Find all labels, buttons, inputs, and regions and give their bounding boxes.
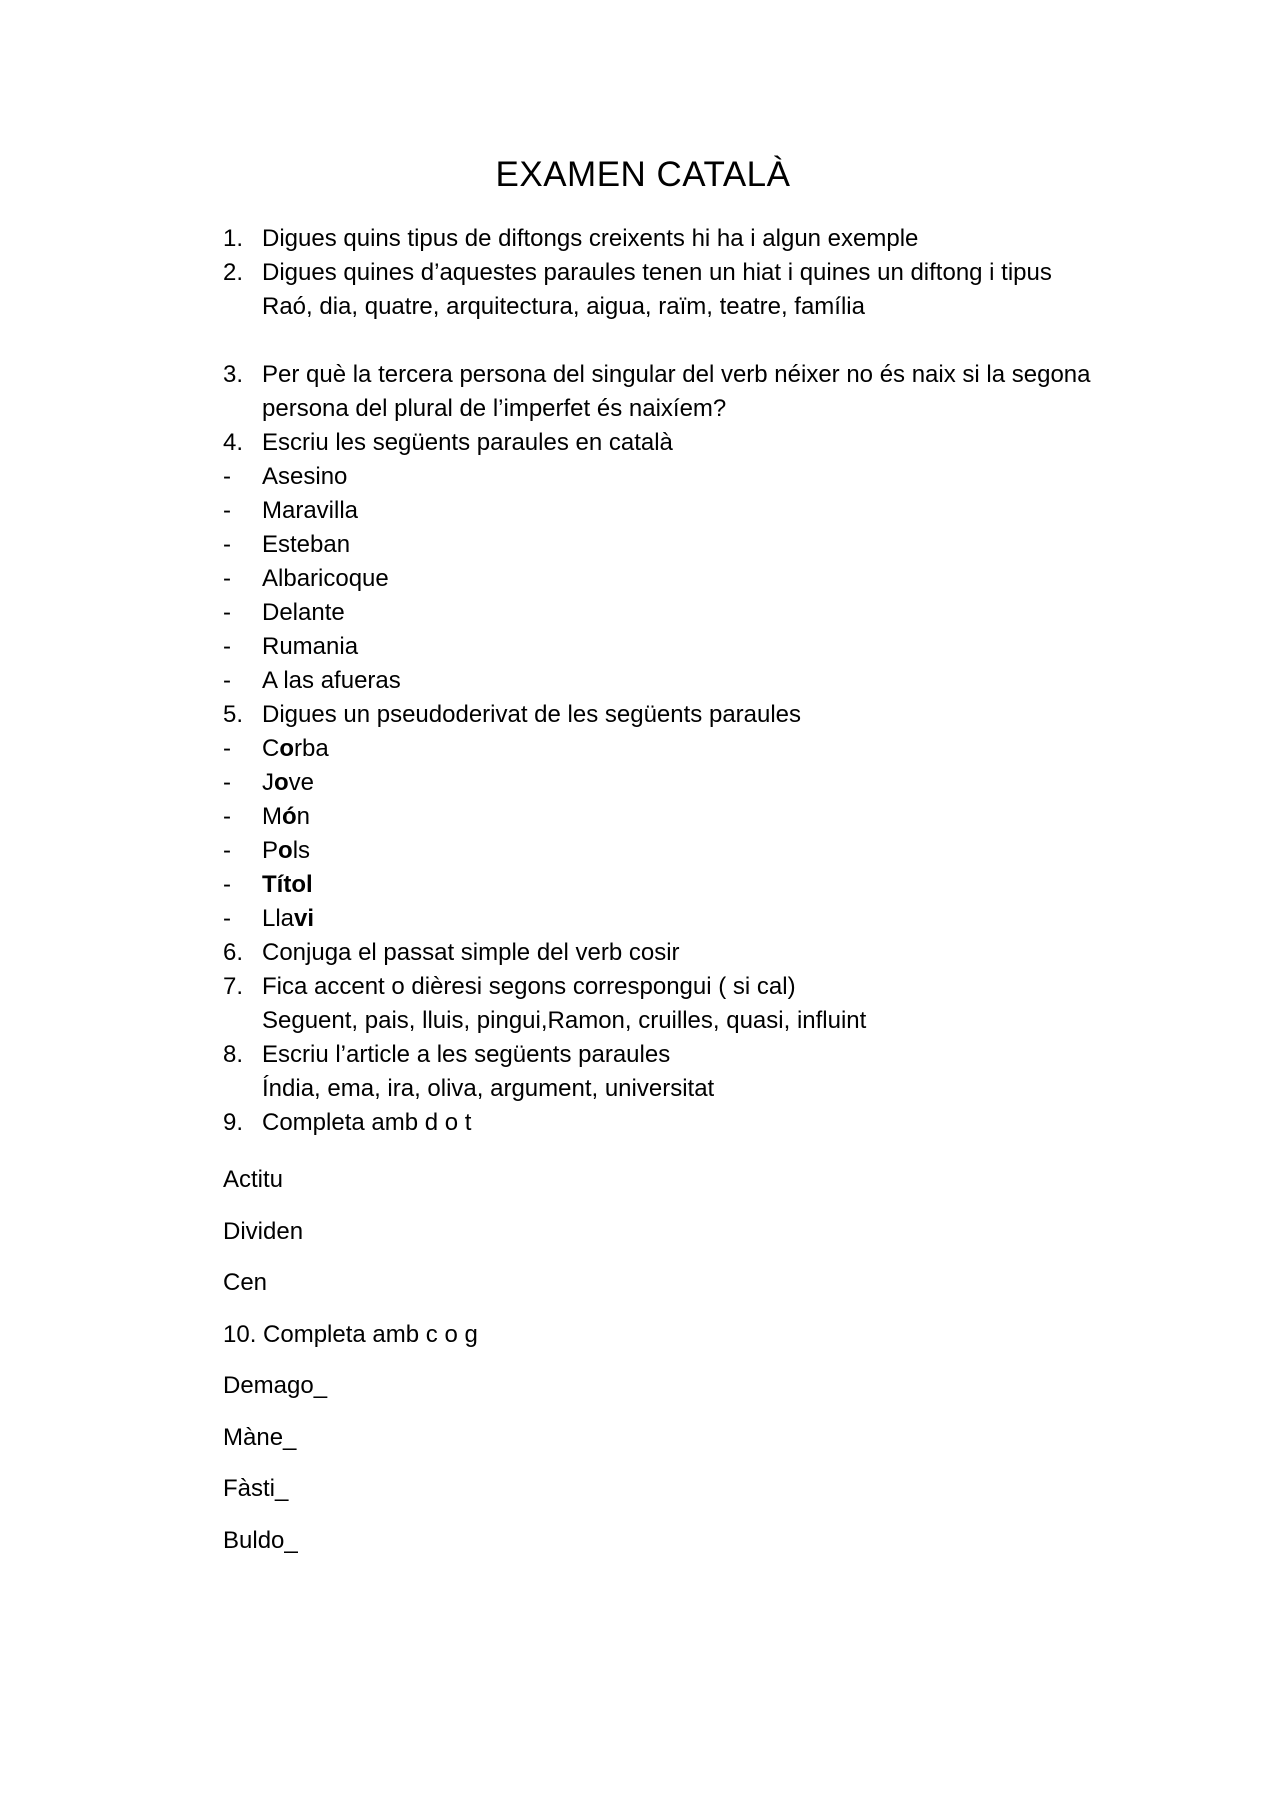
word-part: C <box>262 735 280 762</box>
question-text: Completa amb d o t <box>262 1109 472 1136</box>
bold-letters: o <box>278 837 293 864</box>
question-number: 8. <box>223 1041 244 1068</box>
dash-bullet: - <box>223 667 231 694</box>
word-item: Actitu <box>223 1166 284 1193</box>
dash-bullet: - <box>223 871 231 898</box>
bold-letters: vi <box>294 905 315 932</box>
bold-letters: o <box>274 769 289 796</box>
dash-bullet: - <box>223 837 231 864</box>
dash-bullet: - <box>223 531 231 558</box>
list-item <box>223 834 1083 868</box>
question-7-words: Seguent, pais, lluis, pingui,Ramon, cruilles, quasi, influint <box>262 1007 867 1034</box>
word-item: Dividen <box>223 1218 304 1245</box>
dash-bullet: - <box>223 633 231 660</box>
question-9 <box>223 1106 1083 1140</box>
question-text: Digues un pseudoderivat de les següents paraules <box>262 701 802 728</box>
word-part: Lla <box>262 905 295 932</box>
question-5 <box>223 698 1083 732</box>
list-item-text <box>262 902 1083 936</box>
question-text: Digues quins tipus de diftongs creixents hi ha i algun exemple <box>262 225 919 252</box>
list-item <box>223 528 1083 562</box>
question-2-words: Raó, dia, quatre, arquitectura, aigua, raïm, teatre, família <box>262 293 865 320</box>
word-item: Buldo_ <box>223 1527 298 1554</box>
list-item <box>223 664 1083 698</box>
bold-letters: Títol <box>262 871 313 898</box>
question-3 <box>223 358 1091 392</box>
question-8-words: Índia, ema, ira, oliva, argument, universitat <box>262 1075 715 1102</box>
question-number: 7. <box>223 973 244 1000</box>
list-item <box>223 800 1083 834</box>
word-part: rba <box>294 735 329 762</box>
list-item-text: Asesino <box>262 463 348 490</box>
word-item: Cen <box>223 1269 268 1296</box>
dash-bullet: - <box>223 905 231 932</box>
word-part: n <box>296 803 311 830</box>
list-item-text: Rumania <box>262 633 359 660</box>
question-8 <box>223 1038 1083 1072</box>
exam-title: EXAMEN CATALÀ <box>495 155 791 194</box>
question-5-items <box>223 732 1083 936</box>
question-6 <box>223 936 1083 970</box>
list-item <box>223 460 1083 494</box>
dash-bullet: - <box>223 497 231 524</box>
word-part: J <box>262 769 274 796</box>
question-number: 6. <box>223 939 244 966</box>
list-item-text <box>262 834 1083 868</box>
list-item <box>223 868 1083 902</box>
question-text: Per què la tercera persona del singular del verb néixer no és naix si la segona <box>262 361 1091 388</box>
question-1 <box>223 222 1083 256</box>
word-item: Demago_ <box>223 1372 328 1399</box>
question-4 <box>223 426 1083 460</box>
question-number: 9. <box>223 1109 244 1136</box>
word-part: ve <box>288 769 315 796</box>
question-3-continuation: persona del plural de l’imperfet és naixíem? <box>262 395 727 422</box>
list-item-text <box>262 766 1083 800</box>
bold-letters: ó <box>282 803 297 830</box>
list-item <box>223 596 1083 630</box>
list-item-text: Maravilla <box>262 497 359 524</box>
question-number: 2. <box>223 259 244 286</box>
dash-bullet: - <box>223 803 231 830</box>
list-item-text: A las afueras <box>262 667 401 694</box>
word-item: Màne_ <box>223 1424 297 1451</box>
blank-line <box>223 324 1083 358</box>
list-item <box>223 630 1083 664</box>
question-number: 4. <box>223 429 244 456</box>
question-text: Conjuga el passat simple del verb cosir <box>262 939 680 966</box>
question-text: Escriu les següents paraules en català <box>262 429 673 456</box>
question-number: 5. <box>223 701 244 728</box>
list-item <box>223 494 1083 528</box>
list-item <box>223 562 1083 596</box>
question-text: Digues quines d’aquestes paraules tenen un hiat i quines un diftong i tipus <box>262 259 1052 286</box>
question-list <box>223 222 1091 1140</box>
list-item <box>223 732 1083 766</box>
question-text: Escriu l’article a les següents paraules <box>262 1041 671 1068</box>
word-item: Fàsti_ <box>223 1475 289 1502</box>
list-item <box>223 902 1083 936</box>
dash-bullet: - <box>223 769 231 796</box>
word-part: P <box>262 837 279 864</box>
question-4-items <box>223 460 1083 698</box>
question-text: Fica accent o dièresi segons correspongui ( si cal) <box>262 973 796 1000</box>
question-number: 1. <box>223 225 244 252</box>
list-item-text <box>262 732 1083 766</box>
list-item <box>223 766 1083 800</box>
question-10: 10. Completa amb c o g <box>223 1321 478 1348</box>
bold-letters: o <box>279 735 295 762</box>
dash-bullet: - <box>223 565 231 592</box>
dash-bullet: - <box>223 463 231 490</box>
word-part: ls <box>292 837 311 864</box>
question-number: 3. <box>223 361 244 388</box>
list-item-text: Delante <box>262 599 345 626</box>
dash-bullet: - <box>223 599 231 626</box>
list-item-text <box>262 868 1083 902</box>
list-item-text: Albaricoque <box>262 565 389 592</box>
dash-bullet: - <box>223 735 231 762</box>
word-part: M <box>262 803 282 830</box>
question-7 <box>223 970 1083 1004</box>
list-item-text <box>262 800 1083 834</box>
list-item-text: Esteban <box>262 531 351 558</box>
question-2 <box>223 256 1083 290</box>
